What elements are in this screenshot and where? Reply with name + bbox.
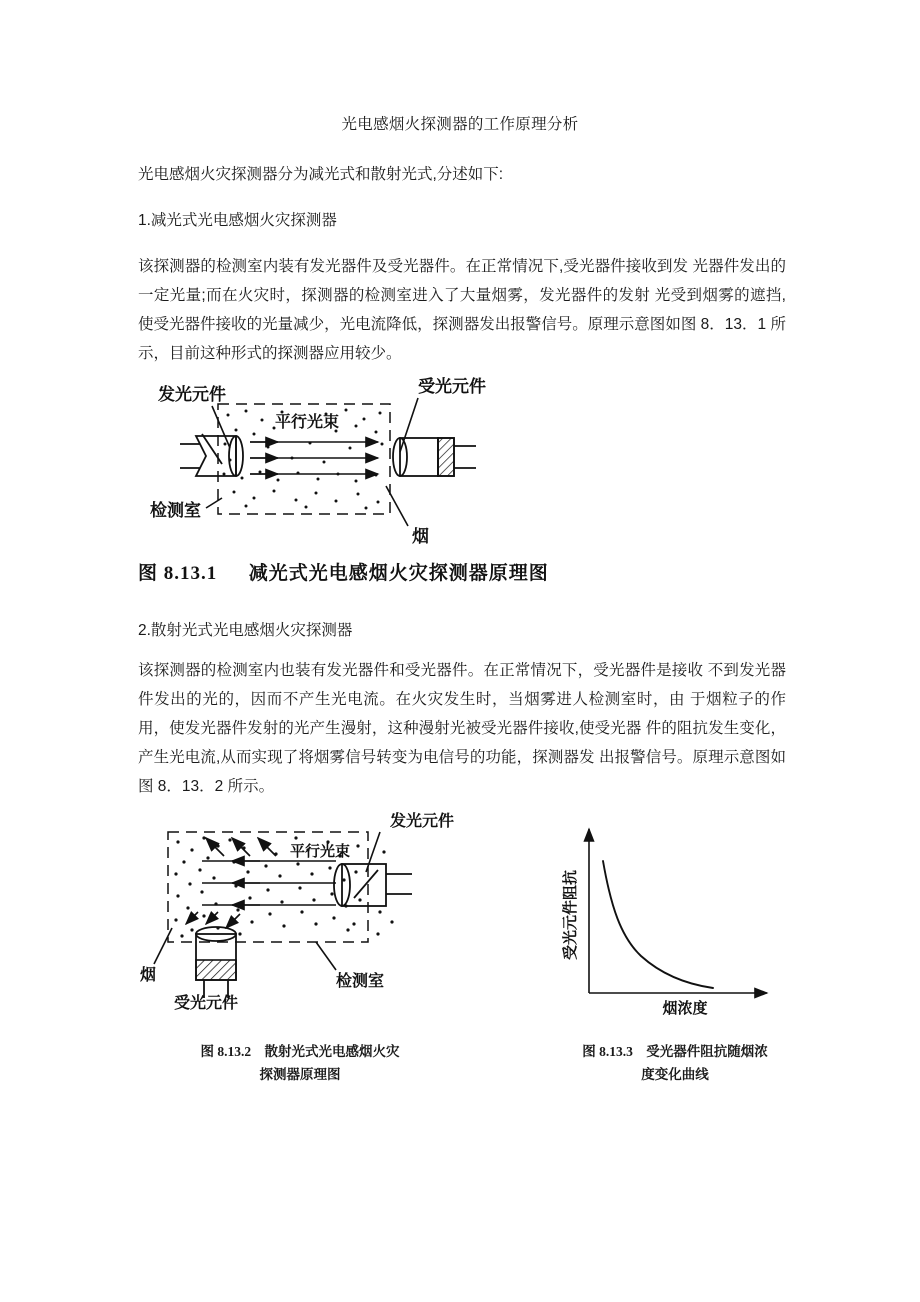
section2-body: 该探测器的检测室内也装有发光器件和受光器件。在正常情况下，受光器件是接收 不到发光器件发出的光的，因而不产生光电流。在火灾发生时，当烟雾进人检测室时，由 于烟粒子的作用，使发光器件发射的光产生漫射，这种漫射光被受光器件接收,使受光器 件的阻抗发生变化，产生光电流,从而实现了将烟雾信号转变为电信号的功能，探测器发 出报警信号。原理示意图如图 8．13．2 所示。	[138, 662, 786, 795]
figure-2-svg	[140, 812, 470, 1012]
label-receiver: 受光元件	[418, 377, 486, 396]
beam-arrow-stubs	[250, 442, 278, 474]
figure-3-caption	[530, 1040, 820, 1086]
figure-1-diagram	[150, 374, 570, 546]
emitter-device	[180, 434, 243, 476]
figure-3-chart	[545, 815, 785, 1015]
figure-1-caption-number: 图 8.13.1	[138, 563, 218, 584]
label-chamber: 检测室	[336, 973, 385, 990]
figure-2-caption-number: 图 8.13.2	[200, 1044, 252, 1059]
label-emitter: 发光元件	[158, 385, 226, 404]
label-beam: 平行光束	[290, 844, 351, 860]
figure-2-diagram	[140, 812, 470, 1012]
label-beam: 平行光束	[275, 414, 340, 431]
figure-2-caption-text1: 散射光式光电感烟火灾	[264, 1044, 400, 1059]
scatter-arrows-up	[206, 838, 276, 856]
parallel-beam-lines	[202, 861, 336, 905]
receiver-device	[393, 438, 476, 476]
chart-decay-curve	[603, 861, 713, 988]
figure-1-caption-text: 减光式光电感烟火灾探测器原理图	[248, 563, 549, 584]
chart-x-axis-label: 烟浓度	[662, 1001, 708, 1017]
figure-1-caption	[138, 558, 549, 585]
figure-2-caption-line1	[150, 1040, 450, 1063]
figure-3-svg	[545, 815, 785, 1015]
label-chamber: 检测室	[150, 501, 201, 520]
section1-body: 该探测器的检测室内装有发光器件及受光器件。在正常情况下,受光器件接收到发 光器件发出的一定光量;而在火灾时，探测器的检测室进入了大量烟雾，发光器件的发射 光受到烟雾的遮挡,使受光器件接收的光量减少，光电流降低，探测器发出报警信号。原理示意图如图 8．13．1 所示，目前这种形式的探测器应用较少。	[138, 258, 786, 362]
figure-2-caption-line2: 探测器原理图	[259, 1067, 341, 1082]
figure-2-caption	[150, 1040, 450, 1086]
figure-1-svg	[150, 374, 570, 546]
figure-3-caption-line2: 度变化曲线	[641, 1067, 709, 1082]
chart-y-axis-label: 受光元件阻抗	[563, 869, 579, 961]
scatter-arrows-down	[186, 912, 240, 928]
label-emitter: 发光元件	[390, 813, 455, 830]
page-title: 光电感烟火探测器的工作原理分析	[341, 116, 579, 133]
label-receiver: 受光元件	[174, 995, 239, 1012]
figure-3-caption-text1: 受光器件阻抗随烟浓	[646, 1044, 768, 1059]
receiver-device	[196, 927, 236, 998]
figure-3-caption-line1	[530, 1040, 820, 1063]
figure-3-caption-number: 图 8.13.3	[582, 1044, 633, 1059]
emitter-device	[334, 864, 412, 906]
label-smoke: 烟	[140, 967, 157, 984]
section1-heading: 1.减光式光电感烟火灾探测器	[138, 212, 337, 229]
label-smoke: 烟	[412, 527, 429, 546]
section2-heading: 2.散射光式光电感烟火灾探测器	[138, 622, 353, 639]
intro-paragraph: 光电感烟火灾探测器分为减光式和散射光式,分述如下:	[138, 166, 504, 183]
